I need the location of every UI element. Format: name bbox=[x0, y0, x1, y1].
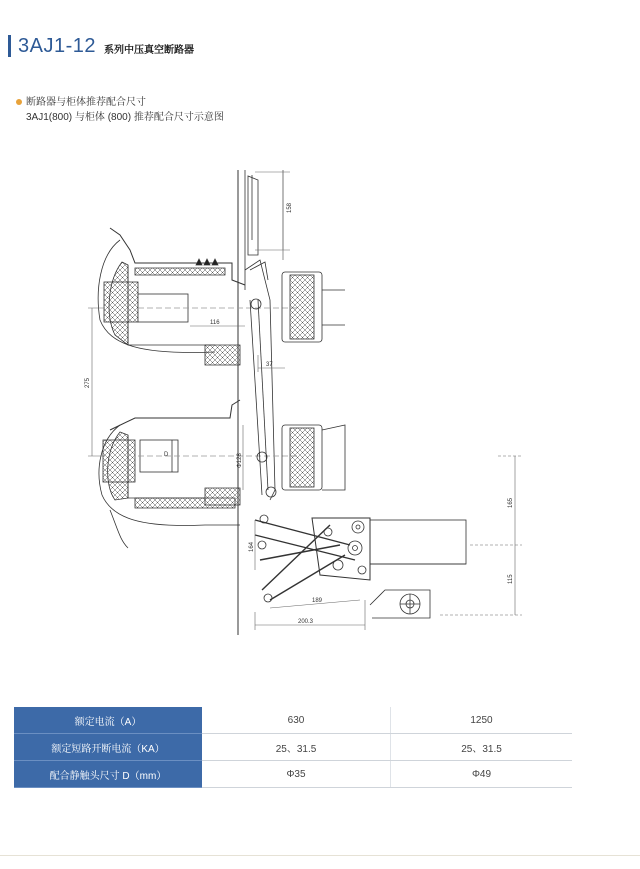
table-row bbox=[14, 734, 572, 761]
dim-phi128: Φ128 bbox=[237, 453, 243, 468]
row-label: 额定短路开断电流（KA） bbox=[14, 734, 202, 761]
cell-value: 25、31.5 bbox=[391, 734, 573, 761]
technical-drawing bbox=[60, 160, 530, 640]
subtitle-line-1: 断路器与柜体推荐配合尺寸 bbox=[26, 97, 146, 108]
cell-value: Φ35 bbox=[202, 761, 391, 788]
cell-value: 1250 bbox=[391, 707, 573, 734]
dim-165: 165 bbox=[508, 497, 514, 508]
dim-158: 158 bbox=[287, 202, 293, 213]
section-subtitle bbox=[16, 95, 224, 125]
row-label: 配合静触头尺寸 D（mm） bbox=[14, 761, 202, 788]
subtitle-line-2: 3AJ1(800) 与柜体 (800) 推荐配合尺寸示意图 bbox=[26, 112, 224, 123]
dim-115: 115 bbox=[508, 574, 514, 584]
dim-200: 200.3 bbox=[298, 619, 314, 625]
footer-divider bbox=[0, 855, 640, 856]
spec-table bbox=[14, 707, 572, 788]
model-title: 3AJ1-12 bbox=[18, 34, 96, 57]
series-title: 系列中压真空断路器 bbox=[104, 44, 194, 56]
dim-275: 275 bbox=[85, 377, 91, 388]
table-row bbox=[14, 707, 572, 734]
dim-189: 189 bbox=[312, 598, 323, 604]
cell-value: Φ49 bbox=[391, 761, 573, 788]
cell-value: 25、31.5 bbox=[202, 734, 391, 761]
bullet-icon bbox=[16, 99, 22, 105]
dim-164: 164 bbox=[249, 541, 255, 552]
header-accent-bar bbox=[8, 35, 11, 57]
table-row bbox=[14, 761, 572, 788]
dim-D: D bbox=[164, 452, 169, 458]
dim-37: 37 bbox=[266, 362, 273, 368]
cell-value: 630 bbox=[202, 707, 391, 734]
page-header bbox=[0, 34, 194, 58]
dim-116: 116 bbox=[210, 320, 220, 326]
row-label: 额定电流（A） bbox=[14, 707, 202, 734]
